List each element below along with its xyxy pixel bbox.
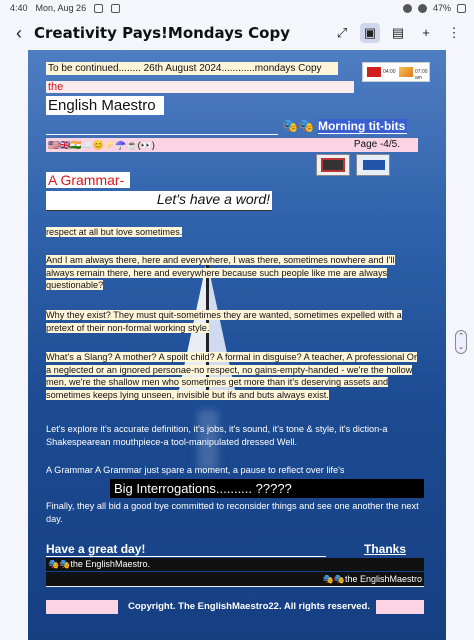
paragraph-5: Let's explore it's accurate definition, it's jobs, it's sound, it's tone & style, it's diction-a Shakespearean mouthpiece-a tool-manipulated dressed Well. (46, 424, 388, 447)
status-time: 4:40 (10, 3, 28, 13)
pink-block-right (376, 600, 424, 614)
wifi-icon (418, 4, 427, 13)
paragraph-2: And I am always there, here and everywhere, I was there, sometimes nowhere and I'll always remain there, here and everywhere because such people like me are always questionable? (46, 255, 395, 290)
battery-icon (457, 4, 466, 13)
expand-icon[interactable]: ⤢ (336, 25, 348, 40)
footer-divider (46, 586, 424, 587)
app-toolbar (0, 18, 474, 48)
paragraph-7: Finally, they all bid a good bye committed to reconsider things and see one another the next day. (46, 501, 419, 524)
scroll-handle[interactable]: ⌃ ⌄ (455, 330, 467, 354)
document-title: Creativity Pays!Mondays Copy (34, 24, 290, 42)
reading-mode-icon[interactable]: ▣ (360, 23, 380, 43)
signature-band-1: 🎭🎭the EnglishMaestro. (46, 558, 424, 571)
grammar-heading: A Grammar- (46, 172, 130, 188)
paragraph-1: respect at all but love sometimes. (46, 227, 183, 237)
pink-block-left (46, 600, 118, 614)
film-thumbnail (316, 154, 350, 176)
copyright-text: Copyright. The EnglishMaestro22. All rights reserved. (128, 601, 370, 612)
english-maestro-heading: English Maestro (46, 96, 164, 115)
clock-icon-red (367, 67, 381, 77)
battery-text: 47% (432, 3, 451, 13)
clock-time-right: 07:00 am (415, 69, 428, 81)
divider-line (46, 134, 278, 135)
clock-image (362, 62, 430, 82)
signature-band-2: 🎭🎭the EnglishMaestro (46, 572, 424, 586)
the-heading: the (46, 81, 354, 93)
ship-thumbnail (356, 154, 390, 176)
page-number: Page -4/5. (353, 139, 400, 150)
bluetooth-icon (403, 4, 412, 13)
thanks-text: Thanks (364, 542, 407, 556)
clock-time-left: 04:00 (383, 69, 396, 75)
clock-icon-sunrise (399, 67, 413, 77)
paragraph-3: Why they exist? They must quit-sometimes they are wanted, sometimes expelled with a pretext of their non-formal working style. (46, 310, 402, 333)
notification-icon (94, 4, 103, 13)
have-a-great-day: Have a great day! (46, 542, 326, 557)
emoji-row (46, 138, 418, 152)
status-bar (0, 0, 474, 18)
more-icon[interactable]: ⋮ (447, 25, 461, 40)
status-date: Mon, Aug 26 (35, 3, 87, 13)
theatre-masks-icon: 🎭🎭 (282, 118, 315, 133)
document-icon[interactable]: ▤ (391, 25, 405, 40)
heading-underline (46, 210, 272, 211)
lets-have-a-word-heading: Let's have a word! (46, 191, 272, 210)
paragraph-4: What's a Slang? A mother? A spoilt child? A formal in disguise? A teacher, A professional Or a neglected or an ignored personae-no respect, no gains-empty-handed - we're the hollow men, we're the shallow men who sometimes get more than it's deserving assets and sometimes keeps lying unseen, invisible but ifs and buts always exist. (46, 352, 418, 400)
morning-titbits-link[interactable]: Morning tit-bits (318, 119, 406, 133)
notification-icon-2 (111, 4, 120, 13)
document-page (28, 50, 446, 640)
big-interrogations-banner: Big Interrogations.......... ????? (110, 479, 424, 498)
back-arrow-icon[interactable]: ‹ (16, 23, 22, 43)
add-icon[interactable]: + (422, 25, 430, 40)
emoji-strip: 🇺🇸🇬🇧🇮🇳☁️😊🥟☂️☕(👀) (48, 140, 155, 150)
paragraph-6: A Grammar A Grammar just spare a moment, a pause to reflect over life's (46, 465, 345, 475)
continued-line: To be continued........ 26th August 2024............mondays Copy (46, 62, 338, 75)
